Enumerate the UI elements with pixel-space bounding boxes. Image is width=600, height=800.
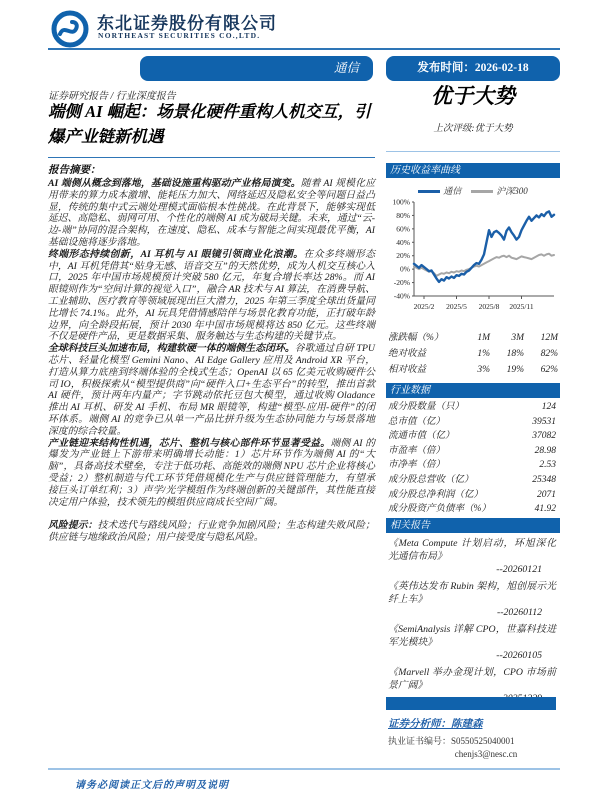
section-header-related-reports: 相关报告	[386, 518, 560, 533]
row-label: 成分股总营收（亿）	[388, 474, 474, 485]
industry-data-row	[388, 444, 556, 459]
svg-text:2025/11: 2025/11	[509, 302, 534, 311]
row-value: 82%	[540, 349, 558, 359]
row-label: 成分股数量（只）	[388, 402, 465, 412]
performance-table	[388, 330, 558, 378]
report-item-date: --20260105	[496, 650, 542, 661]
row-value: 62%	[540, 365, 558, 375]
svg-text:2025/8: 2025/8	[478, 302, 500, 311]
row-value: 19%	[506, 365, 524, 375]
row-label: 成分股总净利润（亿）	[388, 489, 484, 500]
row-value: 12M	[540, 333, 558, 343]
title-rule	[48, 157, 375, 158]
abstract-paragraphs	[48, 178, 375, 544]
abstract-paragraph: 风险提示：技术迭代与路线风险；行业竞争加剧风险；生态构建失败风险；供应链与地缘政治风险；用户接受度与隐私风险。	[48, 520, 376, 544]
report-item-title: 《Meta Compute 计划启动，环旭深化光通信布局》	[388, 538, 556, 562]
svg-text:2025/5: 2025/5	[446, 302, 467, 311]
svg-text:80%: 80%	[396, 210, 410, 220]
svg-text:0%: 0%	[400, 264, 410, 274]
footer-disclaimer: 请务必阅读正文后的声明及说明	[75, 780, 229, 791]
divider-bar	[386, 697, 556, 710]
svg-text:-40%: -40%	[393, 291, 410, 301]
industry-data-row	[388, 415, 556, 430]
section-header-return-curve: 历史收益率曲线	[386, 163, 560, 178]
section-header-industry-data: 行业数据	[386, 383, 560, 398]
performance-table-row	[388, 346, 558, 362]
row-value: 2.53	[539, 460, 556, 471]
svg-text:20%: 20%	[396, 251, 410, 261]
row-value: 18%	[506, 349, 524, 359]
row-label: 成分股资产负债率（%）	[388, 504, 491, 515]
legend-item: 沪深300	[471, 186, 528, 196]
abstract-heading: 报告摘要：	[48, 165, 101, 176]
report-item-title: 《SemiAnalysis 详解 CPO，世嘉科技进军光模块》	[388, 624, 556, 648]
report-type-breadcrumb: 证券研究报告 / 行业深度报告	[48, 91, 176, 102]
report-item-date: --20260121	[496, 564, 542, 575]
svg-text:60%: 60%	[396, 224, 410, 234]
related-reports-list	[388, 537, 556, 709]
analyst-cert-number: 执业证书编号：S0550525040001	[388, 736, 515, 746]
abstract-paragraph: 终端形态持续创新，AI 耳机与 AI 眼镜引领商业化浪潮。在众多终端形态中，AI 耳机凭借其“贴身无感、语音交互”的天然优势，成为人机交互核心入口，2025 年中国市场规模预计突破 580 亿元，年复合增长率达 28%。而 AI 眼镜则作为“空间计算的视觉入口”，融合 AR 技术与 AI 算法，在消费导航、工业辅助、医疗教育等领域展现出巨大潜力，2025 年第三季度全球出货量同比增长 74.1%。此外，AI 玩具凭借情感陪伴与场景化教育功能，正打破年龄边界，向全龄段拓展，预计 2030 年中国市场规模将达 850 亿元。这些终端不仅是硬件产品，更是数据采集、服务触达与生态构建的关键节点。	[48, 248, 375, 343]
row-label: 绝对收益	[388, 349, 427, 359]
row-value: 3%	[477, 365, 490, 375]
industry-tag-banner: 通信	[140, 56, 373, 81]
return-curve-chart	[386, 196, 560, 326]
performance-table-row	[388, 362, 558, 378]
footer-rule	[48, 768, 560, 770]
industry-data-row	[388, 429, 556, 444]
row-value: 41.92	[534, 504, 556, 515]
svg-text:40%: 40%	[396, 237, 410, 247]
header-rule	[48, 48, 560, 50]
previous-rating-label: 上次评级:优于大势	[433, 124, 513, 134]
svg-text:-20%: -20%	[393, 278, 410, 288]
industry-data-row	[388, 400, 556, 415]
industry-data-table	[388, 400, 556, 517]
row-value: 39531	[532, 416, 556, 427]
report-item-date: --20260112	[497, 607, 542, 618]
legend-swatch	[471, 190, 493, 193]
right-column-divider	[386, 151, 560, 152]
abstract-paragraph: AI 端侧从概念到落地，基础设施重构驱动产业格局演变。随着 AI 规模化应用带来的算力成本激增、能耗压力加大、网络延迟及隐私安全等问题日益凸显，传统的集中式云端处理模式面临根本性挑战。在此背景下，能够实现低延迟、高隐私、弱网可用、个性化的端侧 AI 成为破局关键。未来，通过“云-边-端”协同的混合架构，在速度、隐私、成本与智能之间实现最优平衡，AI 基础设施将逐步落地。	[48, 178, 375, 248]
legend-swatch	[418, 190, 440, 193]
industry-data-row	[388, 473, 556, 488]
publish-date-banner: 发布时间：2026-02-18	[386, 56, 560, 81]
row-label: 相对收益	[388, 365, 427, 375]
company-name-en: NORTHEAST SECURITIES CO.,LTD.	[98, 31, 261, 40]
abstract-paragraph: 产业链迎来结构性机遇，芯片、整机与核心部件环节显著受益。端侧 AI 的爆发为产业链上下游带来明确增长动能：1）芯片环节作为端侧 AI 的“大脑”，具备高技术壁垒，专注于低功耗、高能效的端侧 NPU 芯片企业将核心受益；2）整机制造与代工环节凭借规模化生产与供应链管理能力，有望承接巨头订单红利；3）声学/光学模组作为终端创新的关键部件，其性能直接决定用户体验，技术领先的模组供应商成长空间广阔。	[48, 437, 375, 508]
row-value: 28.98	[534, 445, 556, 456]
report-item-title: 《Marvell 举办金现计划，CPO 市场前景广阔》	[388, 667, 556, 691]
industry-data-row	[388, 488, 556, 503]
rating-label: 优于大势	[431, 84, 515, 108]
row-value: 37082	[532, 431, 556, 442]
row-label: 市净率（倍）	[388, 460, 446, 471]
row-value: 124	[541, 402, 556, 412]
row-value: 2071	[537, 489, 556, 500]
row-value: 1%	[477, 349, 490, 359]
report-title: 端侧 AI 崛起：场景化硬件重构人机交互，引爆产业链新机遇	[48, 102, 371, 146]
report-item-title: 《英伟达发布 Rubin 架构，旭创展示光纤上车》	[388, 581, 556, 605]
company-logo-icon	[50, 9, 90, 49]
row-label: 市盈率（倍）	[388, 445, 446, 456]
svg-text:100%: 100%	[392, 197, 410, 207]
svg-text:2025/2: 2025/2	[413, 302, 435, 311]
industry-data-row	[388, 458, 556, 473]
legend-item: 通信	[418, 186, 461, 196]
row-value: 1M	[477, 333, 490, 343]
analyst-email: chenjs3@nesc.cn	[454, 749, 518, 759]
company-name-cn: 东北证券股份有限公司	[97, 14, 277, 33]
abstract-paragraph: 全球科技巨头加速布局，构建软硬一体的端侧生态闭环。谷歌通过自研 TPU 芯片、轻量化模型 Gemini Nano、AI Edge Gallery 应用及 Android XR 平台，打造从算力底座到终端体验的全栈式生态；OpenAI 以 65 亿美元收购硬件公司 IO，积极探索从“模型提供商”向“硬件入口+生态平台”的转型，推出首款 AI 硬件，预计两年内量产；字节跳动依托豆包大模型，通过收购 Oladance 推出 AI 耳机、研发 AI 手机、布局 MR 眼镜等，构建“模型-应用-硬件”的闭环体系。端侧 AI 的竞争已从单一产品比拼升级为生态协同能力与场景落地深度的综合较量。	[48, 343, 375, 437]
row-value: 25348	[532, 474, 556, 485]
row-label: 涨跌幅（%）	[388, 333, 444, 343]
row-label: 总市值（亿）	[388, 416, 446, 427]
row-label: 流通市值（亿）	[388, 431, 455, 442]
industry-data-row	[388, 502, 556, 517]
performance-table-row	[388, 330, 558, 346]
row-value: 3M	[511, 333, 524, 343]
analyst-name: 证券分析师：陈建森	[388, 719, 483, 730]
